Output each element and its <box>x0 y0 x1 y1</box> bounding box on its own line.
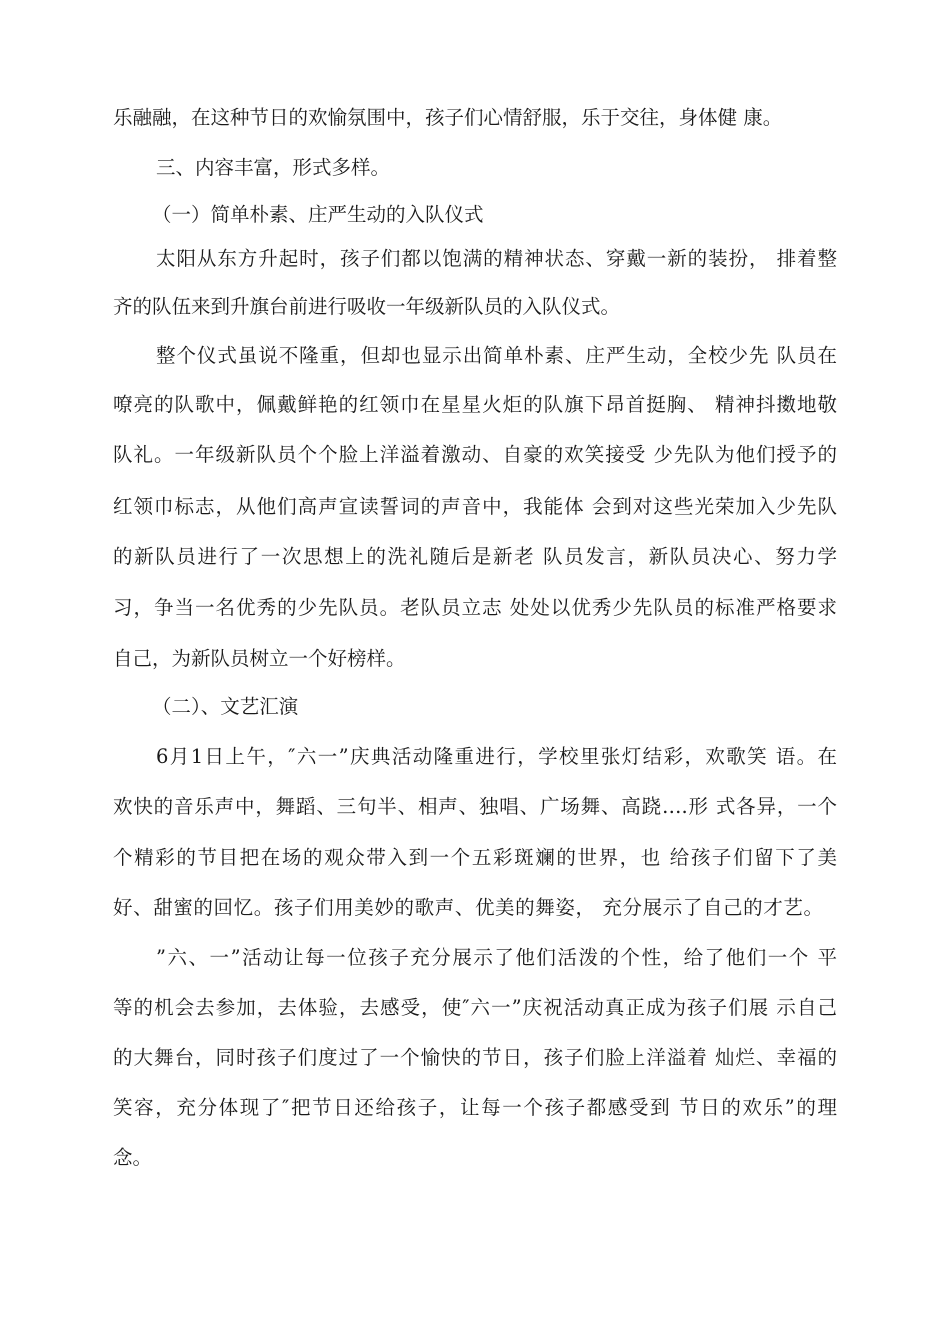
paragraph-line: 念。 <box>113 1146 153 1169</box>
subsection-heading: （一）简单朴素、庄严生动的入队仪式 <box>152 203 484 226</box>
paragraph-line: 的大舞台，同时孩子们度过了一个愉快的节日，孩子们脸上洋溢着 灿烂、幸福的 <box>113 1046 837 1069</box>
paragraph-line: 笑容，充分体现了″把节日还给孩子，让每一个孩子都感受到 节日的欢乐”的理 <box>113 1096 837 1119</box>
paragraph-line: 队礼。一年级新队员个个脸上洋溢着激动、自豪的欢笑接受 少先队为他们授予的 <box>113 443 837 466</box>
paragraph-line: 整个仪式虽说不隆重，但却也显示出简单朴素、庄严生动，全校少先 队员在 <box>156 344 837 367</box>
paragraph-line: 齐的队伍来到升旗台前进行吸收一年级新队员的入队仪式。 <box>113 295 621 318</box>
paragraph-line: 太阳从东方升起时，孩子们都以饱满的精神状态、穿戴一新的装扮， 排着整 <box>156 247 837 270</box>
paragraph-line: 个精彩的节目把在场的观众带入到一个五彩斑斓的世界，也 给孩子们留下了美 <box>113 846 837 869</box>
section-heading: 三、内容丰富，形式多样。 <box>156 156 391 179</box>
paragraph-line: 等的机会去参加，去体验，去感受，使″六一”庆祝活动真正成为孩子们展 示自己 <box>113 996 837 1019</box>
paragraph-line: 自己，为新队员树立一个好榜样。 <box>113 647 406 670</box>
paragraph-line: 的新队员进行了一次思想上的洗礼随后是新老 队员发言，新队员决心、努力学 <box>113 545 837 568</box>
paragraph-line: 6月1日上午，″六一”庆典活动隆重进行，学校里张灯结彩，欢歌笑 语。在 <box>156 745 837 768</box>
paragraph-line: 嘹亮的队歌中，佩戴鲜艳的红领巾在星星火炬的队旗下昂首挺胸、 精神抖擞地敬 <box>113 393 837 416</box>
paragraph-line: 红领巾标志，从他们高声宣读誓词的声音中，我能体 会到对这些光荣加入少先队 <box>113 495 837 518</box>
paragraph-line: 好、甜蜜的回忆。孩子们用美妙的歌声、优美的舞姿， 充分展示了自己的才艺。 <box>113 896 823 919</box>
paragraph-line: 乐融融，在这种节日的欢愉氛围中，孩子们心情舒服，乐于交往，身体健 康。 <box>113 106 783 129</box>
subsection-heading: （二）、文艺汇演 <box>152 695 299 718</box>
paragraph-line: 欢快的音乐声中，舞蹈、三句半、相声、独唱、广场舞、高跷….形 式各异，一个 <box>113 795 837 818</box>
paragraph-line: 习，争当一名优秀的少先队员。老队员立志 处处以优秀少先队员的标准严格要求 <box>113 596 837 619</box>
paragraph-line: ”六、一”活动让每一位孩子充分展示了他们活泼的个性，给了他们一个 平 <box>156 946 837 969</box>
